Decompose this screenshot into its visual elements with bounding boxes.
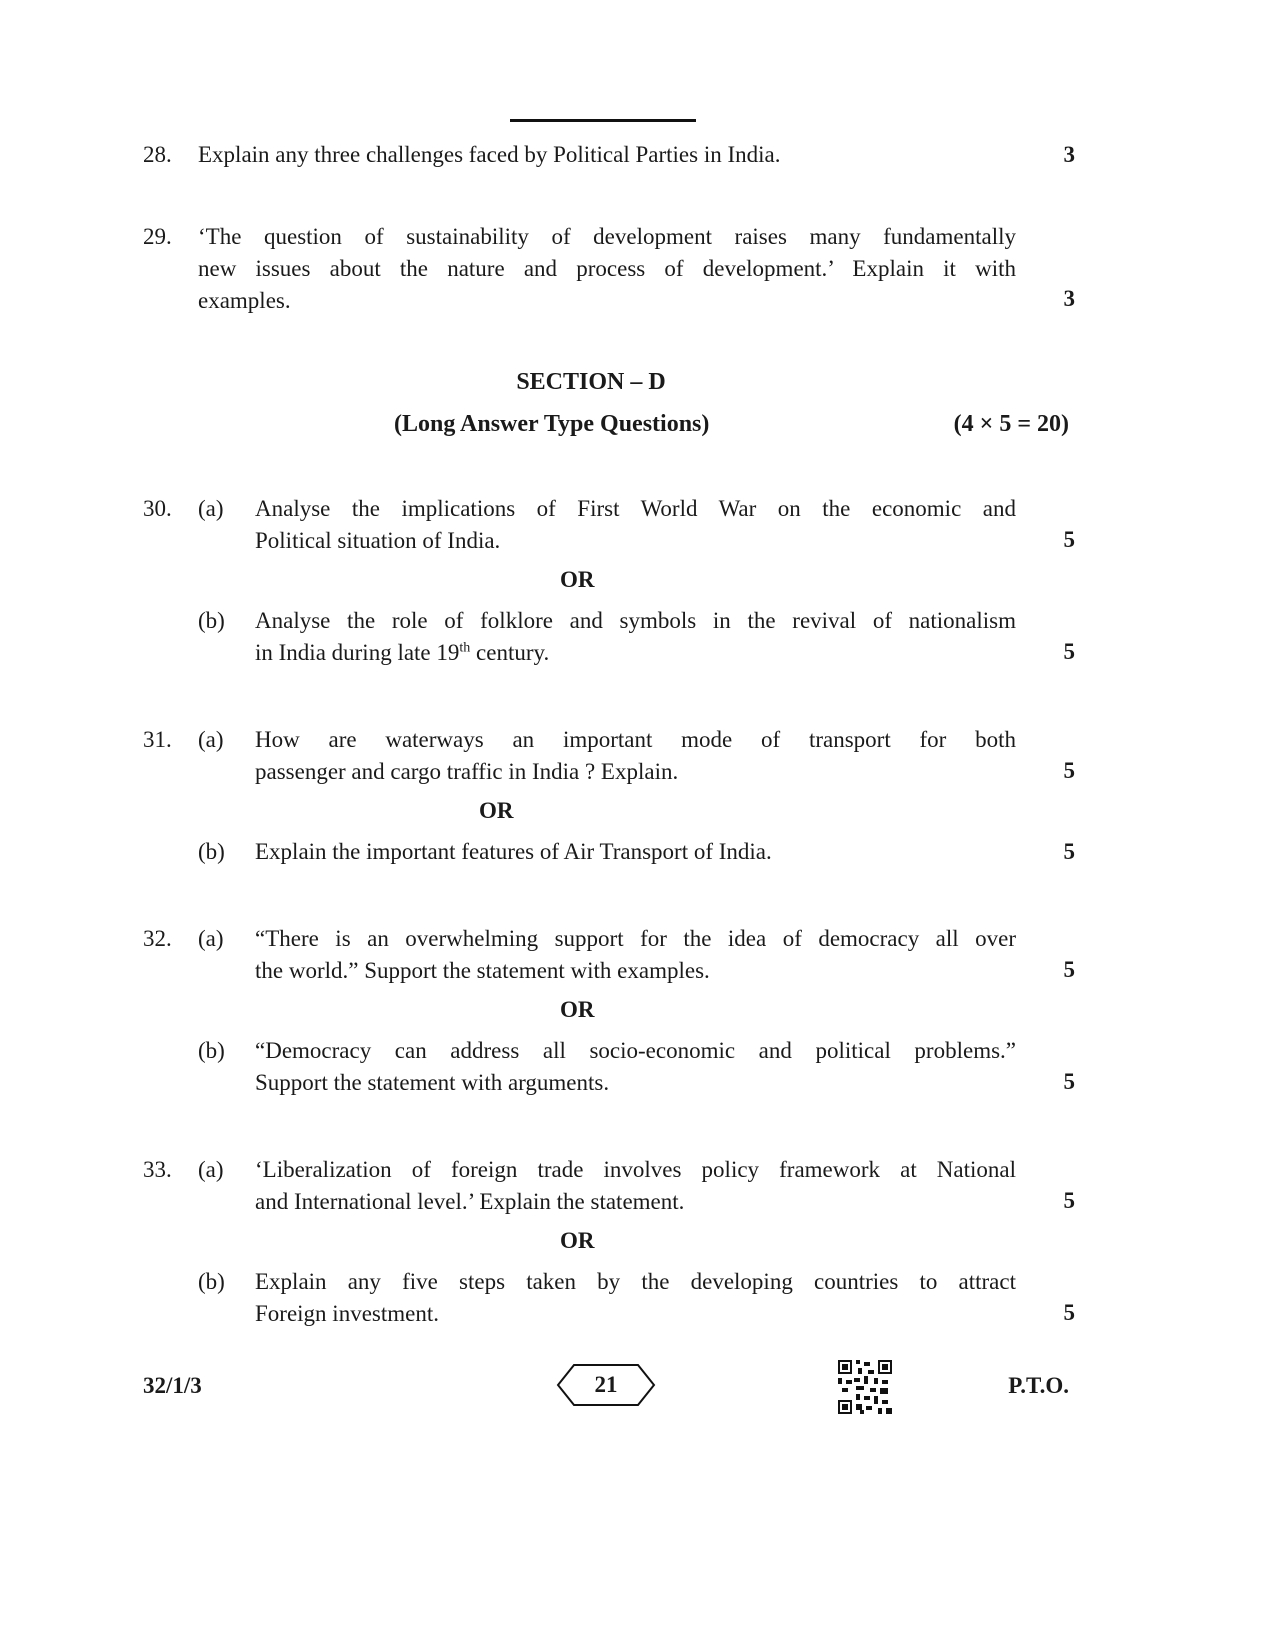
option-label: (a) (198, 727, 224, 752)
question-line: Analyse the role of folklore and symbols in the revival of nationalism (255, 608, 1016, 633)
option-label: (b) (198, 608, 225, 633)
option-label: (b) (198, 839, 225, 864)
question-text (255, 493, 1016, 557)
option-label: (b) (198, 1038, 225, 1063)
question-line: Support the statement with arguments. (255, 1070, 610, 1095)
question-line (255, 637, 1016, 669)
question-line: the world.” Support the statement with examples. (255, 958, 710, 983)
question-text (255, 1154, 1016, 1218)
question-line: “There is an overwhelming support for the idea of democracy all over (255, 926, 1016, 951)
marks: 5 (1063, 957, 1075, 982)
question-line: Explain the important features of Air Transport of India. (255, 839, 772, 864)
superscript: th (459, 640, 471, 656)
question-text (198, 139, 1018, 171)
question-line: Analyse the implications of First World War on the economic and (255, 496, 1016, 521)
qr-code-icon (838, 1360, 892, 1414)
question-line: Political situation of India. (255, 528, 501, 553)
section-marks-scheme: (4 × 5 = 20) (953, 411, 1069, 437)
marks: 5 (1063, 639, 1075, 664)
option-label: (a) (198, 926, 224, 951)
question-number: 33. (143, 1157, 172, 1182)
question-line: How are waterways an important mode of transport for both (255, 727, 1016, 752)
option-label: (a) (198, 1157, 224, 1182)
question-line: passenger and cargo traffic in India ? Explain. (255, 759, 679, 784)
question-number: 28. (143, 142, 172, 167)
or-separator: OR (560, 997, 595, 1022)
question-number: 32. (143, 926, 172, 951)
question-line: ‘The question of sustainability of development raises many fundamentally (198, 224, 1016, 249)
question-line: ‘Liberalization of foreign trade involves policy framework at National (255, 1157, 1016, 1182)
question-line: “Democracy can address all socio-economic and political problems.” (255, 1038, 1016, 1063)
option-label: (a) (198, 496, 224, 521)
or-separator: OR (479, 798, 514, 823)
option-label: (b) (198, 1269, 225, 1294)
marks: 5 (1063, 1300, 1075, 1325)
marks: 3 (1063, 286, 1075, 311)
question-number: 31. (143, 727, 172, 752)
question-line: Foreign investment. (255, 1301, 439, 1326)
line-text: century. (470, 640, 550, 665)
line-text: in India during late 19 (255, 640, 460, 665)
question-number: 30. (143, 496, 172, 521)
question-text (255, 605, 1016, 669)
marks: 5 (1063, 839, 1075, 864)
or-separator: OR (560, 1228, 595, 1253)
page-number-badge (556, 1363, 656, 1407)
question-text (255, 724, 1016, 788)
paper-code: 32/1/3 (143, 1373, 202, 1398)
section-subtitle: (Long Answer Type Questions) (394, 411, 710, 437)
top-rule (510, 119, 696, 122)
marks: 3 (1063, 142, 1075, 167)
marks: 5 (1063, 527, 1075, 552)
marks: 5 (1063, 758, 1075, 783)
question-text (255, 1266, 1016, 1330)
marks: 5 (1063, 1188, 1075, 1213)
question-text (255, 923, 1016, 987)
question-line: and International level.’ Explain the statement. (255, 1189, 685, 1214)
question-line: Explain any five steps taken by the developing countries to attract (255, 1269, 1016, 1294)
or-separator: OR (560, 567, 595, 592)
question-line: new issues about the nature and process of development.’ Explain it with (198, 256, 1016, 281)
page-number: 21 (594, 1372, 618, 1397)
question-text (255, 836, 1016, 868)
question-text (198, 221, 1016, 317)
question-line: Explain any three challenges faced by Political Parties in India. (198, 142, 781, 167)
question-line: examples. (198, 288, 291, 313)
section-title: SECTION – D (516, 369, 666, 395)
marks: 5 (1063, 1069, 1075, 1094)
question-number: 29. (143, 224, 172, 249)
question-text (255, 1035, 1016, 1099)
pto-label: P.T.O. (1008, 1373, 1069, 1398)
